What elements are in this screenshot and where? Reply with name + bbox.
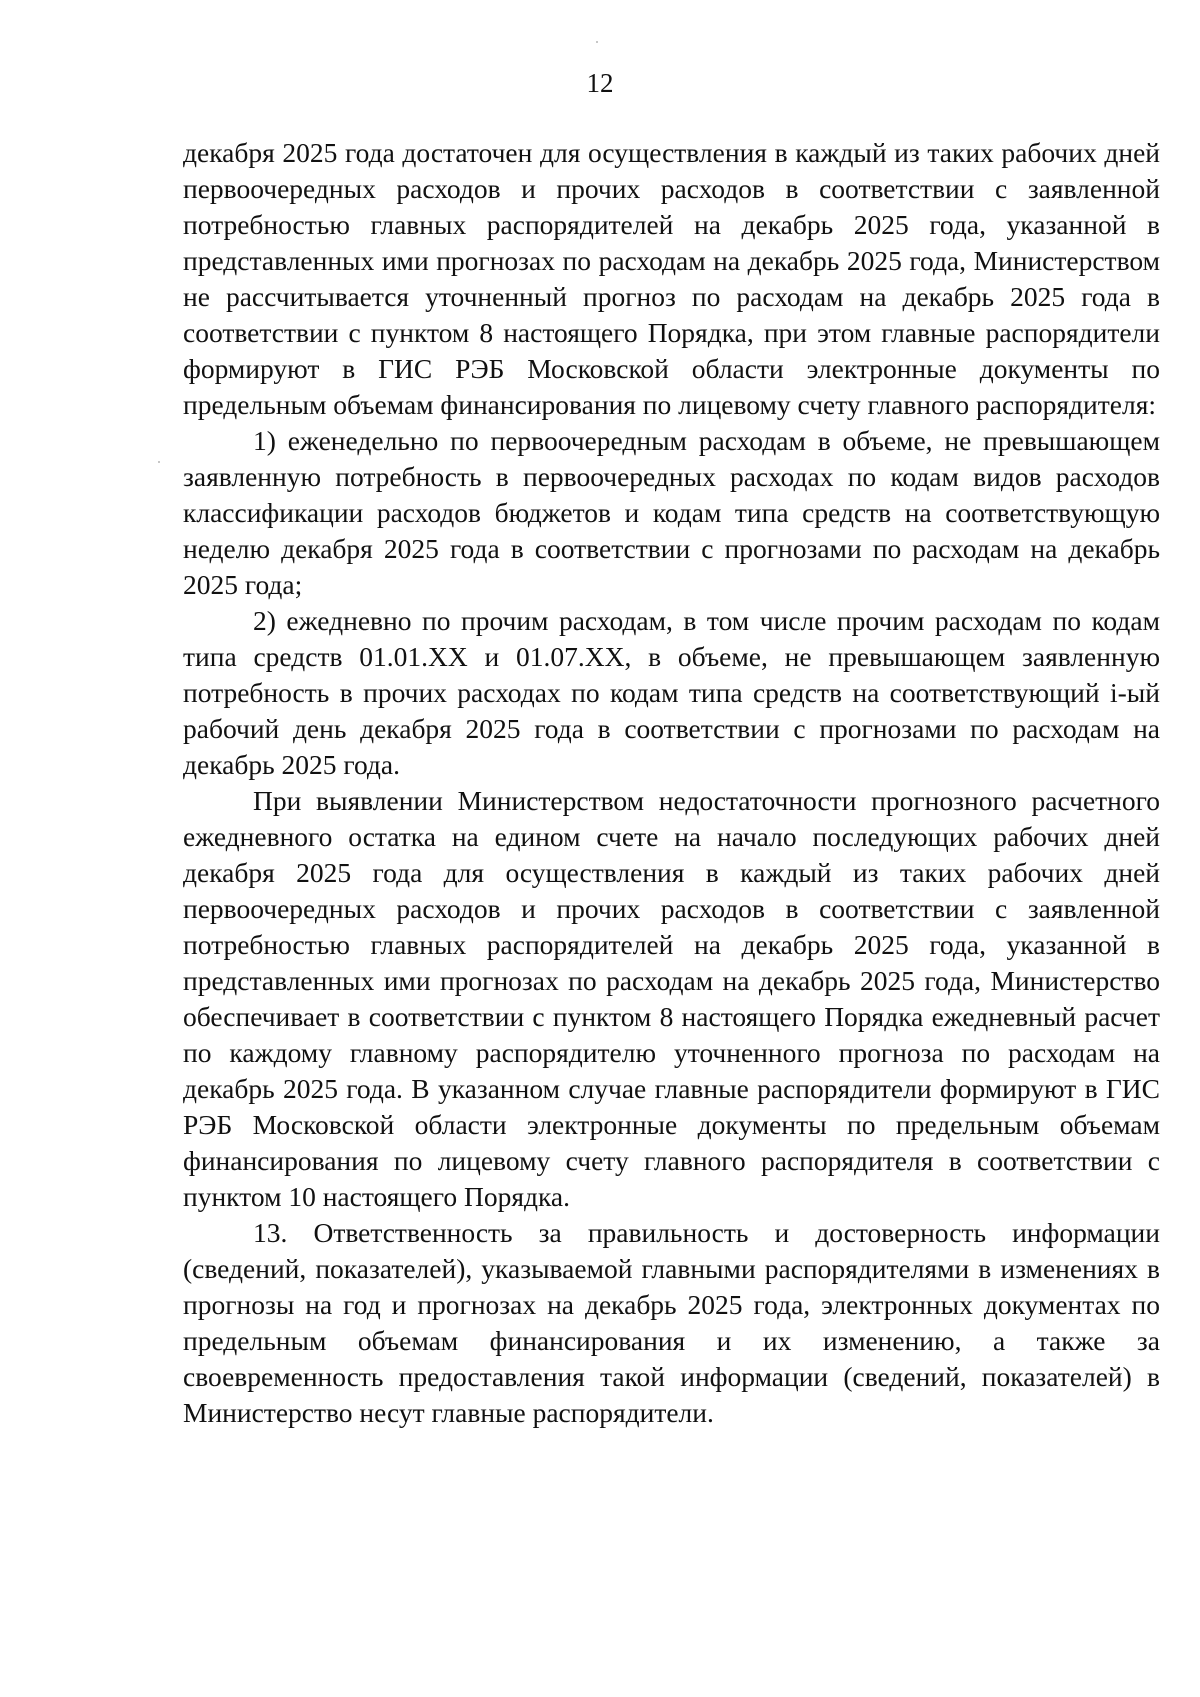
paragraph-item-1: 1) еженедельно по первоочередным расходам в объеме, не превышающем заявленную потребность в первоочередных расходах по кодам видов расходов классификации расходов бюджетов и кодам типа средств на соответствующую неделю декабря 2025 года в соответствии с прогнозами по расходам на декабрь 2025 года;: [183, 425, 1160, 600]
paragraph-section-13: 13. Ответственность за правильность и достоверность информации (сведений, показателей), указываемой главными распорядителями в изменениях в прогнозы на год и прогнозах на декабрь 2025 года, электронных документах по предельным объемам финансирования и их изменению, а также за своевременность предоставления такой информации (сведений, показателей) в Министерство несут главные распорядители.: [183, 1217, 1160, 1428]
page-number: 12: [586, 68, 614, 98]
paragraph-item-2: 2) ежедневно по прочим расходам, в том числе прочим расходам по кодам типа средств 01.01.XX и 01.07.XX, в объеме, не превышающем заявленную потребность в прочих расходах по кодам типа средств на соответствующий i-ый рабочий день декабря 2025 года в соответствии с прогнозами по расходам на декабрь 2025 года.: [183, 605, 1160, 780]
paragraph-insufficiency: При выявлении Министерством недостаточности прогнозного расчетного ежедневного остатка на едином счете на начало последующих рабочих дней декабря 2025 года для осуществления в каждый из таких рабочих дней первоочередных расходов и прочих расходов в соответствии с заявленной потребностью главных распорядителей на декабрь 2025 года, указанной в представленных ими прогнозах по расходам на декабрь 2025 года, Министерство обеспечивает в соответствии с пунктом 8 настоящего Порядка ежедневный расчет по каждому главному распорядителю уточненного прогноза по расходам на декабрь 2025 года. В указанном случае главные распорядители формируют в ГИС РЭБ Московской области электронные документы по предельным объемам финансирования по лицевому счету главного распорядителя в соответствии с пунктом 10 настоящего Порядка.: [183, 785, 1160, 1212]
scan-speck: [596, 41, 598, 43]
paragraph-continuation: декабря 2025 года достаточен для осуществления в каждый из таких рабочих дней первоочередных расходов и прочих расходов в соответствии с заявленной потребностью главных распорядителей на декабрь 2025 года, указанной в представленных ими прогнозах по расходам на декабрь 2025 года, Министерством не рассчитывается уточненный прогноз по расходам на декабрь 2025 года в соответствии с пунктом 8 настоящего Порядка, при этом главные распорядители формируют в ГИС РЭБ Московской области электронные документы по предельным объемам финансирования по лицевому счету главного распорядителя:: [183, 137, 1160, 420]
document-body: [183, 135, 1160, 1431]
scan-speck: [158, 461, 160, 463]
